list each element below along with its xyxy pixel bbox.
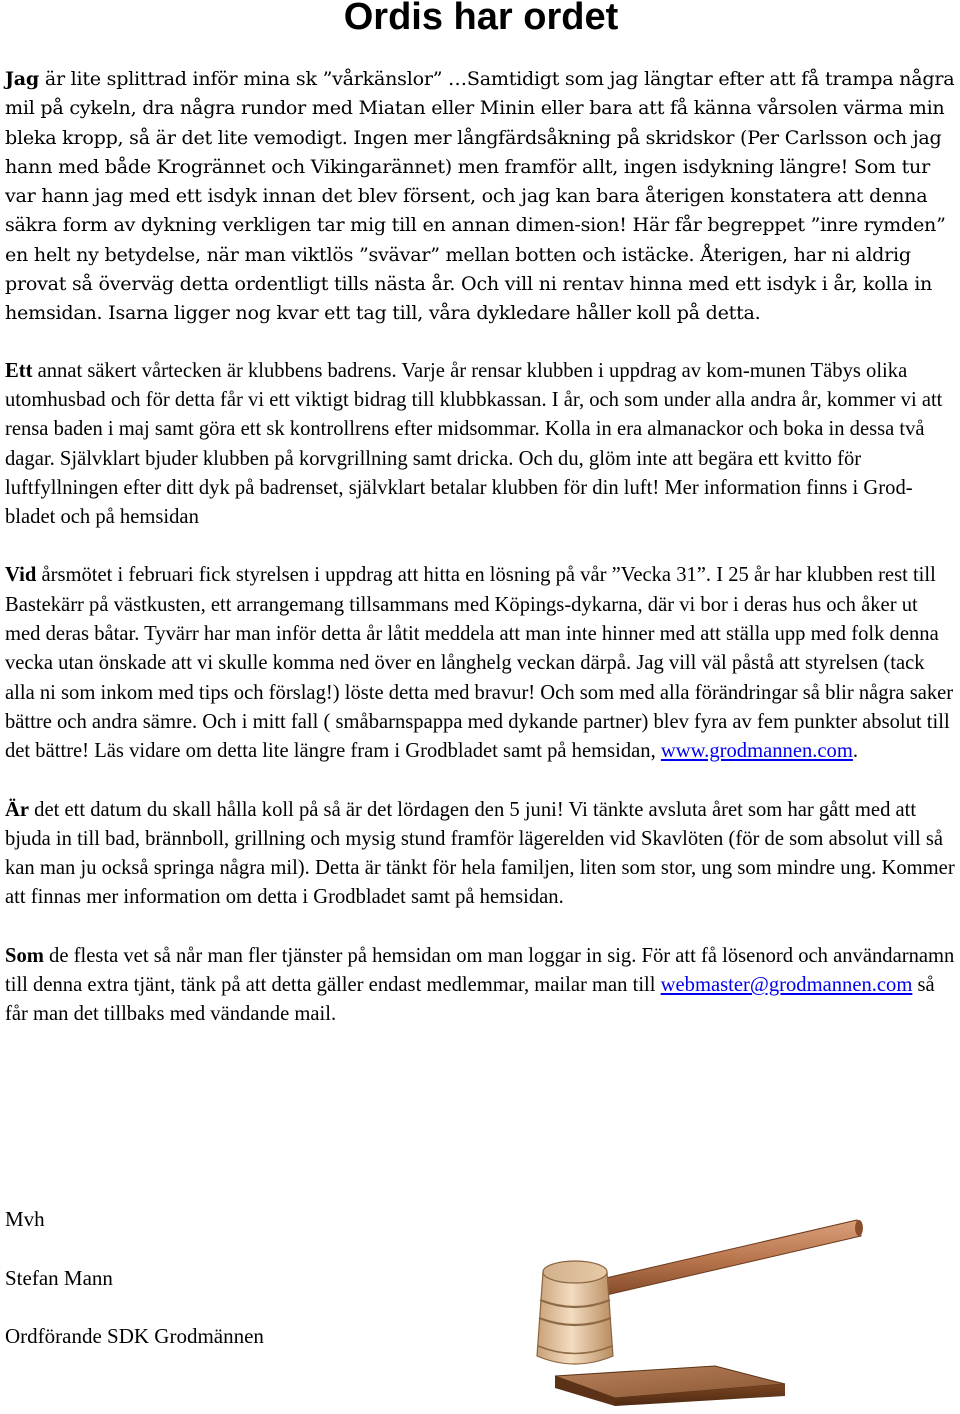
webmaster-email-link[interactable]: webmaster@grodmannen.com <box>660 974 913 997</box>
paragraph-text: är lite splittrad inför mina sk ”vårkänslor” …Samtidigt som jag längtar efter att få trampa några mil på cykeln, dra några rundor med Miatan eller Minin eller bara att få känna vårsolen värma min bleka kropp, så är det lite vemodigt. Ingen mer långfärdsåkning på skridskor (Per Carlsson och jag hann med både Krogrännet och Vikingarännet) men framför allt, ingen isdykning längre! Som tur var hann jag med ett isdyk innan det blev försent, och jag kan bara återigen konstatera att denna säkra form av dykning verkligen tar mig till en annan dimen-sion! Här får begreppet ”inre rymden” en helt ny betydelse, när man viktlös ”svävar” mellan botten och istäcke. Återigen, har ni aldrig provat så överväg detta ordentligt tills nästa år. Och vill ni rentav hinna med ett isdyk i år, kolla in hemsidan. Isarna ligger nog kvar ett tag till, våra dykledare håller koll på detta. <box>5 67 955 325</box>
paragraph-week-31 <box>5 561 957 766</box>
paragraph-text: de flesta vet så når man fler tjänster på hemsidan om man loggar in sig. För att få lösenord och användarnamn till denna extra tjänt, tänk på att detta gäller endast medlemmar, mailar man till <box>5 944 955 997</box>
paragraph-june-event <box>5 796 957 913</box>
page-title: Ordis har ordet <box>343 0 619 38</box>
paragraph-text: det ett datum du skall hålla koll på så är det lördagen den 5 juni! Vi tänkte avsluta året som har gått med att bjuda in till bad, brännboll, grillning och mysig stund framför lägerelden vid Skavlöten (för de som absolut vill så kan man ju också springa några mil). Detta är tänkt för hela familjen, liten som stor, ung som mindre ung. Kommer att finnas mer information om detta i Grodbladet samt på hemsidan. <box>5 798 955 909</box>
paragraph-text: . <box>852 740 859 763</box>
paragraph-lead-word: Ett <box>5 359 33 382</box>
website-link[interactable]: www.grodmannen.com <box>660 740 853 763</box>
newsletter-page <box>5 0 957 1348</box>
paragraph-website-login <box>5 942 957 1030</box>
signature-name: Stefan Mann <box>5 1266 113 1290</box>
paragraph-lead-word: Är <box>5 798 30 821</box>
paragraph-lead-word: Jag <box>5 67 40 90</box>
paragraph-text: årsmötet i februari fick styrelsen i uppdrag att hitta en lösning på vår ”Vecka 31”. I 25 år har klubben rest till Bastekärr på västkusten, ett arrangemang tillsammans med Köpings-dykarna, där vi bor i deras hus och åker ut med deras båtar. Tyvärr har man inför detta år låtit meddela att man inte hinner med att ställa upp med folk denna vecka utan önskade att vi skulle komma ned över en långhelg veckan därpå. Jag vill väl påstå att styrelsen (tack alla ni som inkom med tips och förslag!) löste detta med bravur! Och som med alla förändringar så blir några saker bättre och andra sämre. Och i mitt fall ( småbarnspappa med dykande partner) blev fyra av fem punkter absolut till det bättre! Läs vidare om detta lite längre fram i Grodbladet samt på hemsidan, <box>5 564 954 763</box>
paragraph-bath-cleaning <box>5 357 957 533</box>
paragraph-text: annat säkert vårtecken är klubbens badrens. Varje år rensar klubben i uppdrag av kom-munen Täbys olika utomhusbad och för detta får vi ett viktigt bidrag till klubbkassan. I år, och som under alla andra år, kommer vi att rensa baden i maj samt göra ett sk kontrollrens efter midsommar. Kolla in era almanackor och boka in dessa två dagar. Självklart bjuder klubben på korvgrillning samt dricka. Och du, glöm inte att begära ett kvitto för luftfyllningen efter ditt dyk på badrenset, självklart betalar klubben för din luft! Mer information finns i Grod-bladet och på hemsidan <box>5 359 943 529</box>
paragraph-lead-word: Vid <box>5 564 37 587</box>
paragraph-lead-word: Som <box>5 944 44 967</box>
paragraph-text: så får man det tillbaks med vändande mail. <box>5 974 935 1026</box>
article-body <box>5 64 957 1030</box>
signature-role: Ordförande SDK Grodmännen <box>5 1324 264 1348</box>
signature-greeting: Mvh <box>5 1207 45 1231</box>
gavel-icon <box>485 1206 865 1406</box>
paragraph-spring-feelings <box>5 64 957 328</box>
